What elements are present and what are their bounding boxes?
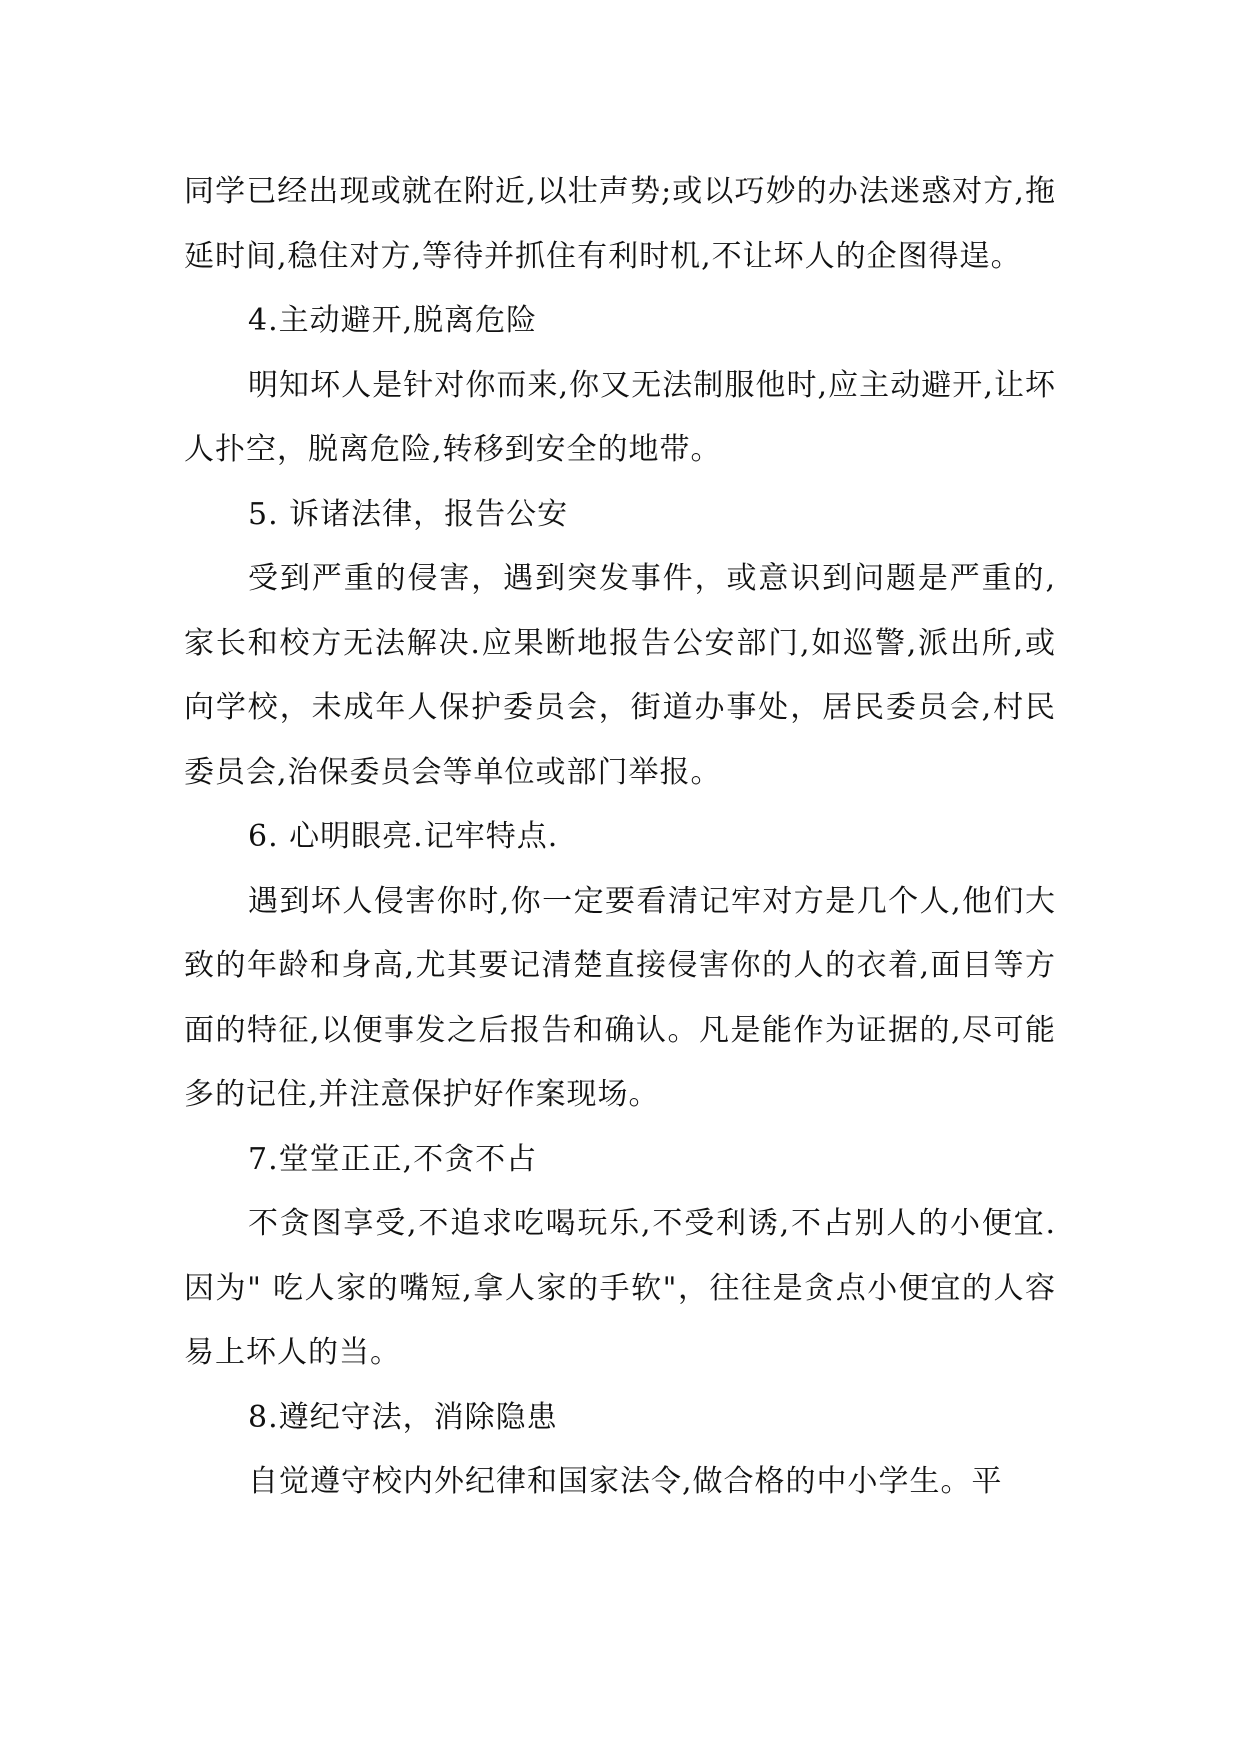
paragraph-not-greedy: 不贪图享受,不追求吃喝玩乐,不受利诱,不占别人的小便宜. 因为" 吃人家的嘴短,拿人家的手软"，往往是贪点小便宜的人容易上坏人的当。	[184, 1206, 1056, 1370]
paragraph-avoid-danger: 明知坏人是针对你而来,你又无法制服他时,应主动避开,让坏人扑空，脱离危险,转移到安全的地带。	[184, 367, 1056, 467]
paragraph-remember-features: 遇到坏人侵害你时,你一定要看清记牢对方是几个人,他们大致的年龄和身高,尤其要记清楚直接侵害你的人的衣着,面目等方面的特征,以便事发之后报告和确认。凡是能作为证据的,尽可能多的记住,并注意保护好作案现场。	[184, 883, 1056, 1112]
section-heading-4: 4.主动避开,脱离危险	[248, 303, 538, 338]
document-body	[184, 160, 1056, 1515]
section-heading-7: 7.堂堂正正,不贪不占	[248, 1141, 538, 1177]
section-heading-6: 6. 心明眼亮.记牢特点.	[248, 819, 559, 854]
section-heading-8: 8.遵纪守法，消除隐患	[248, 1399, 558, 1435]
paragraph-report-police: 受到严重的侵害，遇到突发事件，或意识到问题是严重的,家长和校方无法解决.应果断地报告公安部门,如巡警,派出所,或向学校，未成年人保护委员会，街道办事处，居民委员会,村民委员会,治保委员会等单位或部门举报。	[184, 561, 1056, 790]
paragraph-continuation: 同学已经出现或就在附近,以壮声势;或以巧妙的办法迷惑对方,拖延时间,稳住对方,等待并抓住有利时机,不让坏人的企图得逞。	[184, 174, 1056, 274]
section-heading-5: 5. 诉诸法律，报告公安	[248, 496, 569, 532]
paragraph-obey-law: 自觉遵守校内外纪律和国家法令,做合格的中小学生。平	[248, 1464, 1003, 1499]
